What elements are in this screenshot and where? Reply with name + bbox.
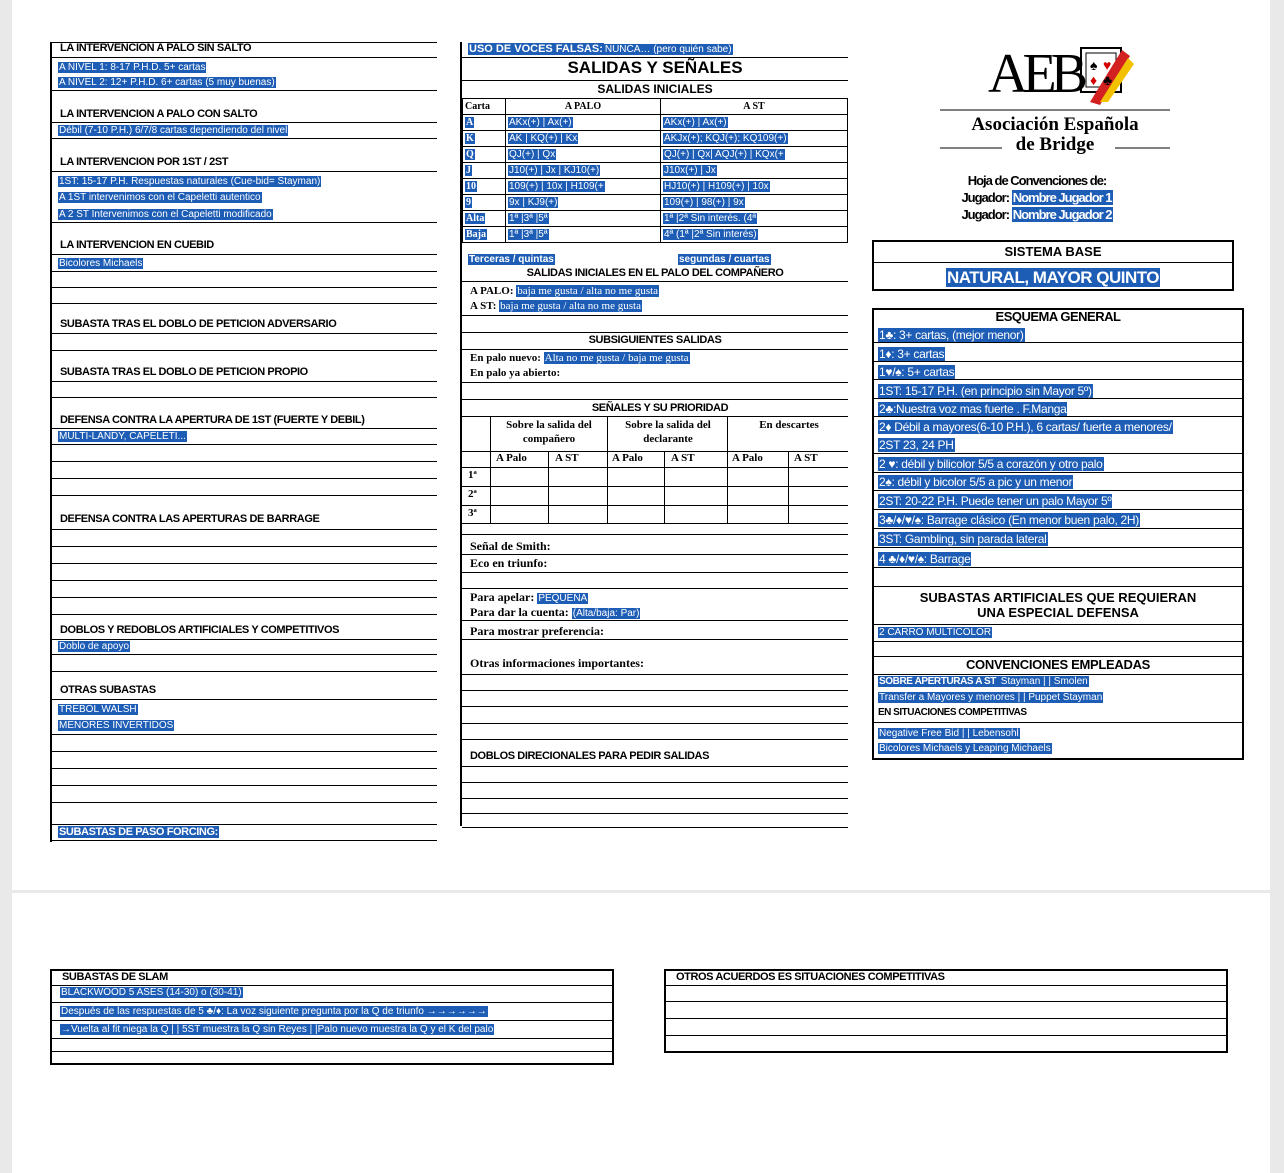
esquema-divider xyxy=(874,528,1242,529)
header-a-palo: A PALO xyxy=(506,99,661,115)
section-title[interactable]: SUBASTAS DE PASO FORCING: xyxy=(59,826,218,838)
section-line[interactable]: 1ST: 15-17 P.H. Respuestas naturales (Cue-bid= Stayman) xyxy=(59,176,321,187)
column-2 xyxy=(460,42,848,826)
competitivas-line-1[interactable]: Negative Free Bid | | Lebensohl xyxy=(879,728,1019,739)
cuenta-label: Para dar la cuenta: xyxy=(470,605,569,619)
salida-carta-cell xyxy=(463,211,506,227)
sobre-value[interactable]: Stayman | | Smolen xyxy=(998,676,1088,687)
salida-a-st[interactable]: 1ª |2ª Sin interés. (4ª xyxy=(664,213,757,224)
header-a-st: A ST xyxy=(661,99,848,115)
document-page-2 xyxy=(12,893,1270,1173)
salida-carta-cell xyxy=(463,131,506,147)
salida-row xyxy=(463,195,848,211)
salida-a-st[interactable]: HJ10(+) | H109(+) | 10x xyxy=(664,181,769,192)
subsiguientes-title: SUBSIGUIENTES SALIDAS xyxy=(588,334,722,346)
esquema-divider xyxy=(874,567,1242,568)
esquema-row xyxy=(878,495,1112,508)
palo-abierto-label: En palo ya abierto: xyxy=(470,367,561,379)
document-page-1 xyxy=(12,0,1270,890)
senales-grid xyxy=(462,416,848,524)
sistema-label: SISTEMA BASE xyxy=(1004,244,1102,259)
slam-title: SUBASTAS DE SLAM xyxy=(62,971,168,983)
section-line[interactable]: MENORES INVERTIDOS xyxy=(59,720,174,731)
salida-a-palo[interactable]: 109(+) | 10x | H109(+ xyxy=(509,181,604,192)
salida-row xyxy=(463,163,848,179)
slam-box xyxy=(50,969,614,1065)
senales-subheader: A Palo xyxy=(732,452,763,464)
salida-a-palo-cell xyxy=(506,179,661,195)
salida-a-palo[interactable]: J10(+) | Jx | KJ10(+) xyxy=(509,165,600,176)
esquema-row xyxy=(878,439,955,452)
svg-text:♠: ♠ xyxy=(1090,57,1098,73)
competitivas-label: EN SITUACIONES COMPETITIVAS xyxy=(878,707,1027,718)
salida-carta[interactable]: K xyxy=(466,133,474,144)
salida-carta[interactable]: J xyxy=(466,165,471,176)
esquema-row xyxy=(878,329,1025,342)
svg-text:♦: ♦ xyxy=(1090,72,1098,88)
salida-carta-cell xyxy=(463,195,506,211)
competitivas-line-2[interactable]: Bicolores Michaels y Leaping Michaels xyxy=(879,743,1051,754)
salidas-table xyxy=(462,98,848,243)
header-carta: Carta xyxy=(463,99,506,115)
apelar-label: Para apelar: xyxy=(470,590,535,604)
section-title: OTRAS SUBASTAS xyxy=(60,684,156,696)
esquema-box xyxy=(872,308,1244,760)
salida-a-palo-cell xyxy=(506,163,661,179)
terceras-label[interactable]: Terceras / quintas xyxy=(469,254,554,265)
smith-label: Señal de Smith: xyxy=(470,539,551,553)
salida-a-st[interactable]: 109(+) | 98(+) | 9x xyxy=(664,197,744,208)
salida-a-st-cell xyxy=(661,195,848,211)
section-line[interactable]: TREBOL WALSH xyxy=(59,704,137,715)
esquema-divider xyxy=(874,342,1242,343)
salida-row xyxy=(463,227,848,243)
esquema-divider xyxy=(874,379,1242,380)
esquema-row xyxy=(878,553,971,566)
esquema-divider xyxy=(874,472,1242,473)
esquema-row xyxy=(878,533,1048,546)
sistema-base-box xyxy=(872,240,1234,291)
senales-title: SEÑALES Y SU PRIORIDAD xyxy=(591,402,729,414)
salida-a-st-cell xyxy=(661,179,848,195)
section-line[interactable]: A 2 ST Intervenimos con el Capeletti modificado xyxy=(59,209,272,220)
esquema-divider xyxy=(874,547,1242,548)
logo-letters: AEB xyxy=(988,43,1082,105)
esquema-item[interactable]: 2ST: 20-22 P.H. Puede tener un palo Mayor 5º xyxy=(879,494,1112,508)
section-title: SUBASTA TRAS EL DOBLO DE PETICION PROPIO xyxy=(60,366,308,378)
esquema-item[interactable]: 2 ♥: débil y bilicolor 5/5 a corazón y otro palo xyxy=(879,457,1103,471)
senales-subheader: A ST xyxy=(555,452,579,464)
esquema-divider xyxy=(874,509,1242,510)
hoja-label: Hoja de Convenciones de: xyxy=(967,173,1107,188)
org-name-line1: Asociación Española xyxy=(971,114,1139,135)
palo-nuevo-label: En palo nuevo: xyxy=(470,352,541,364)
salida-carta-cell xyxy=(463,147,506,163)
section-title: LA INTERVENCION POR 1ST / 2ST xyxy=(60,156,229,168)
otros-acuerdos-box xyxy=(664,969,1228,1053)
slam-line[interactable]: →Vuelta al fit niega la Q | | 5ST muestra la Q sin Reyes | |Palo nuevo muestra la Q y el K del palo xyxy=(61,1024,494,1035)
senales-h1: Sobre la salida del compañero xyxy=(506,419,592,445)
salida-a-palo-cell xyxy=(506,131,661,147)
section-line[interactable]: A NIVEL 1: 8-17 P.H.D. 5+ cartas xyxy=(59,62,206,73)
senales-subheader: A ST xyxy=(671,452,695,464)
section-title: LA INTERVENCION A PALO CON SALTO xyxy=(60,108,258,120)
artificiales-title-1: SUBASTAS ARTIFICIALES QUE REQUIERAN xyxy=(919,590,1197,605)
esquema-divider xyxy=(874,398,1242,399)
salida-carta-cell xyxy=(463,227,506,243)
artificiales-title-2: UNA ESPECIAL DEFENSA xyxy=(977,605,1139,620)
esquema-item[interactable]: 3ST: Gambling, sin parada lateral xyxy=(879,532,1047,546)
prioridad-2: 2ª xyxy=(468,488,477,500)
section-title: LA INTERVENCION A PALO SIN SALTO xyxy=(60,42,252,54)
salida-carta[interactable]: 10 xyxy=(466,181,476,192)
esquema-item[interactable]: 4 ♣/♦/♥/♠: Barrage xyxy=(879,552,971,566)
section-line[interactable]: Bicolores Michaels xyxy=(59,258,143,269)
salida-a-st-cell xyxy=(661,131,848,147)
esquema-row xyxy=(878,385,1093,398)
jugador-label: Jugador: xyxy=(961,207,1010,222)
salida-row xyxy=(463,115,848,131)
salida-a-st-cell xyxy=(661,115,848,131)
esquema-title: ESQUEMA GENERAL xyxy=(995,309,1121,324)
esquema-row xyxy=(878,403,1067,416)
salida-a-palo-cell xyxy=(506,115,661,131)
section-title: DEFENSA CONTRA LA APERTURA DE 1ST (FUERTE Y DEBIL) xyxy=(60,414,365,426)
voces-falsas-value[interactable]: NUNCA… (pero quién sabe) xyxy=(604,44,732,55)
esquema-row xyxy=(878,348,945,361)
salida-carta-cell xyxy=(463,179,506,195)
salida-a-st[interactable]: 4ª (1ª |2ª Sin interés) xyxy=(664,229,757,240)
iniciales-title: SALIDAS INICIALES xyxy=(597,82,713,96)
sistema-value[interactable]: NATURAL, MAYOR QUINTO xyxy=(946,268,1160,287)
salida-a-palo[interactable]: 1ª |3ª |5ª xyxy=(509,213,548,224)
salida-row xyxy=(463,131,848,147)
companero-title: SALIDAS INICIALES EN EL PALO DEL COMPAÑERO xyxy=(526,267,784,279)
senales-subheader: A ST xyxy=(794,452,818,464)
salida-a-st-cell xyxy=(661,211,848,227)
section-line[interactable]: MULTI-LANDY, CAPELETI... xyxy=(59,431,186,442)
a-st-label: A ST: xyxy=(470,300,497,312)
salida-a-palo-cell xyxy=(506,147,661,163)
esquema-divider xyxy=(874,361,1242,362)
salida-a-st[interactable]: J10x(+) | Jx xyxy=(664,165,716,176)
column-1 xyxy=(50,42,437,842)
a-palo-label: A PALO: xyxy=(470,285,514,297)
esquema-item[interactable]: 3♣/♦/♥/♠: Barrage clásico (En menor buen palo, 2H) xyxy=(879,513,1139,527)
senales-subheader: A Palo xyxy=(612,452,643,464)
senales-subheader: A Palo xyxy=(496,452,527,464)
salida-row xyxy=(463,147,848,163)
senales-h3: En descartes xyxy=(759,419,819,431)
slam-line[interactable]: BLACKWOOD 5 ASES (14-30) o (30-41) xyxy=(61,987,242,998)
salida-a-st-cell xyxy=(661,227,848,243)
esquema-divider xyxy=(874,453,1242,454)
esquema-divider xyxy=(874,416,1242,417)
otros-title: OTROS ACUERDOS ES SITUACIONES COMPETITIVAS xyxy=(676,971,945,983)
aeb-logo xyxy=(940,40,1170,155)
segundas-label[interactable]: segundas / cuartas xyxy=(679,254,770,265)
sobre-label[interactable]: SOBRE APERTURAS A ST xyxy=(879,676,997,687)
esquema-item[interactable]: 1♦: 3+ cartas xyxy=(879,347,945,361)
jugador-1[interactable]: Nombre Jugador 1 xyxy=(1012,190,1112,205)
salida-carta[interactable]: Alta xyxy=(466,213,485,224)
esquema-divider xyxy=(874,586,1242,587)
section-title: LA INTERVENCION EN CUEBID xyxy=(60,239,214,251)
salida-row xyxy=(463,211,848,227)
salida-a-palo[interactable]: AK | KQ(+) | Kx xyxy=(509,133,578,144)
esquema-row xyxy=(878,421,1173,434)
salida-a-palo-cell xyxy=(506,227,661,243)
doblos-direccionales: DOBLOS DIRECIONALES PARA PEDIR SALIDAS xyxy=(470,750,710,762)
senales-h2: Sobre la salida del declarante xyxy=(625,419,711,445)
salida-a-palo[interactable]: AKx(+) | Ax(+) xyxy=(509,117,572,128)
salida-carta-cell xyxy=(463,115,506,131)
transfer-line[interactable]: Transfer a Mayores y menores | | Puppet Stayman xyxy=(879,692,1103,703)
section-line[interactable]: A NIVEL 2: 12+ P.H.D. 6+ cartas (5 muy buenas) xyxy=(59,77,275,88)
esquema-divider xyxy=(874,490,1242,491)
salida-a-palo[interactable]: QJ(+) | Qx xyxy=(509,149,556,160)
salida-carta-cell xyxy=(463,163,506,179)
esquema-row xyxy=(878,366,955,379)
salida-carta[interactable]: Q xyxy=(466,149,474,160)
salida-a-st-cell xyxy=(661,147,848,163)
section-line[interactable]: Débil (7-10 P.H.) 6/7/8 cartas dependiendo del nivel xyxy=(59,125,288,136)
section-title: SUBASTA TRAS EL DOBLO DE PETICION ADVERSARIO xyxy=(60,318,337,330)
salida-a-st[interactable]: QJ(+) | Qx| AQJ(+) | KQx(+ xyxy=(664,149,784,160)
org-name-line2: de Bridge xyxy=(1015,134,1095,155)
salida-a-st[interactable]: AKJx(+); KQJ(+); KQ109(+) xyxy=(664,133,787,144)
esquema-row xyxy=(878,476,1073,489)
salida-a-st-cell xyxy=(661,163,848,179)
section-title: DOBLOS Y REDOBLOS ARTIFICIALES Y COMPETITIVOS xyxy=(60,624,340,636)
salida-a-palo-cell xyxy=(506,195,661,211)
palo-nuevo-value[interactable]: Alta no me gusta / baja me gusta xyxy=(544,352,689,364)
esquema-item[interactable]: 1ST: 15-17 P.H. (en principio sin Mayor 5º) xyxy=(879,384,1092,398)
salida-a-st[interactable]: AKx(+) | Ax(+) xyxy=(664,117,727,128)
esquema-item[interactable]: 2♠: débil y bicolor 5/5 a pic y un menor xyxy=(879,475,1073,489)
artificiales-value[interactable]: 2 CARRO MULTICOLOR xyxy=(879,627,992,638)
a-st-value[interactable]: baja me gusta / alta no me gusta xyxy=(500,300,641,312)
salida-a-palo[interactable]: 1ª |3ª |5ª xyxy=(509,229,548,240)
esquema-row xyxy=(878,458,1104,471)
jugadores-block xyxy=(932,172,1142,223)
esquema-row xyxy=(878,514,1140,527)
slam-line[interactable]: Después de las respuestas de 5 ♣/♦: La voz siguiente pregunta por la Q de triunfo →→→→→→ xyxy=(61,1006,487,1017)
svg-text:♥: ♥ xyxy=(1103,57,1112,73)
svg-text:♣: ♣ xyxy=(1103,72,1113,88)
esquema-item[interactable]: 2♣:Nuestra voz mas fuerte . F.Manga xyxy=(879,402,1067,416)
section-line[interactable]: A 1ST intervenimos con el Capeletti autentico xyxy=(59,192,261,203)
convenciones-title: CONVENCIONES EMPLEADAS xyxy=(965,657,1151,672)
section-line[interactable]: Doblo de apoyo xyxy=(59,641,130,652)
apelar-value[interactable]: PEQUEÑA xyxy=(538,593,588,604)
salida-carta[interactable]: A xyxy=(466,117,474,128)
esquema-item[interactable]: 1♣: 3+ cartas, (mejor menor) xyxy=(879,328,1024,342)
preferencia-label: Para mostrar preferencia: xyxy=(470,624,604,638)
eco-label: Eco en triunfo: xyxy=(470,556,548,570)
prioridad-1: 1ª xyxy=(468,469,477,481)
esquema-item[interactable]: 2ST 23, 24 PH xyxy=(879,438,954,452)
a-palo-value[interactable]: baja me gusta / alta no me gusta xyxy=(517,285,659,297)
salida-carta[interactable]: Baja xyxy=(466,229,486,240)
section-title: DEFENSA CONTRA LAS APERTURAS DE BARRAGE xyxy=(60,513,320,525)
jugador-label: Jugador: xyxy=(961,190,1010,205)
otras-info-label: Otras informaciones importantes: xyxy=(470,656,644,670)
esquema-item[interactable]: 2♦ Débil a mayores(6-10 P.H.), 6 cartas/ fuerte a menores/ xyxy=(879,420,1172,434)
salida-row xyxy=(463,179,848,195)
prioridad-3: 3ª xyxy=(468,507,477,519)
jugador-2[interactable]: Nombre Jugador 2 xyxy=(1012,207,1112,222)
voces-falsas-label[interactable]: USO DE VOCES FALSAS: xyxy=(469,43,603,55)
esquema-item[interactable]: 1♥/♠: 5+ cartas xyxy=(879,365,955,379)
salida-a-palo[interactable]: 9x | KJ9(+) xyxy=(509,197,558,208)
cuenta-value[interactable]: (Alta/baja: Par) xyxy=(572,608,640,619)
salidas-title: SALIDAS Y SEÑALES xyxy=(567,58,743,77)
salida-carta[interactable]: 9 xyxy=(466,197,471,208)
salida-a-palo-cell xyxy=(506,211,661,227)
